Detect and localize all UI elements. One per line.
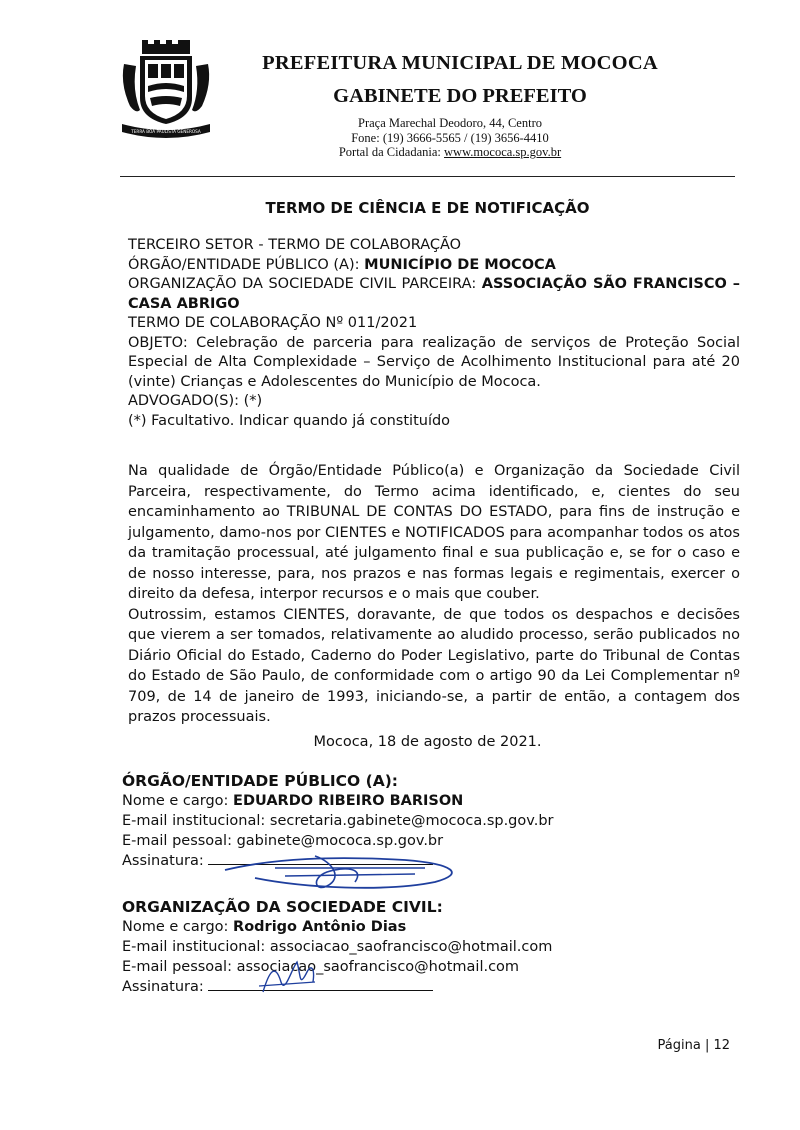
header-organization: PREFEITURA MUNICIPAL DE MOCOCA xyxy=(262,52,658,74)
body-paragraph-1: Na qualidade de Órgão/Entidade Público(a) e Organização da Sociedade Civil Parceira, respectivamente, do Termo acima identificado, e, cientes do seu encaminhamento ao TRIBUNAL DE CONTAS DO ESTADO, para fins de instrução e julgamento, damo-nos por CIENTES e NOTIFICADOS para acompanhar todos os atos da tramitação processual, até julgamento final e sua publicação e, se for o caso e de nosso interesse, para, nos prazos e nas formas legais e regimentais, exercer o direito da defesa, interpor recursos e o mais que couber. xyxy=(128,463,740,602)
document-metadata xyxy=(128,236,740,431)
osc-value: ASSOCIAÇÃO SÃO FRANCISCO – CASA ABRIGO xyxy=(128,276,741,312)
municipal-crest-logo xyxy=(118,40,214,140)
header-portal xyxy=(300,145,600,160)
signatory-name: Rodrigo Antônio Dias xyxy=(233,919,407,935)
objeto-text: OBJETO: Celebração de parceria para realização de serviços de Proteção Social Especial de Alta Complexidade – Serviço de Acolhimento Institucional para até 20 (vinte) Crianças e Adolescentes do Município de Mococa. xyxy=(128,334,740,390)
termo-number: TERMO DE COLABORAÇÃO Nº 011/2021 xyxy=(128,315,418,331)
signatory-email-institutional: E-mail institucional: associacao_saofrancisco@hotmail.com xyxy=(122,939,553,955)
orgao-line: ÓRGÃO/ENTIDADE PÚBLICO (A): MUNICÍPIO DE MOCOCA xyxy=(128,256,556,273)
signature-underline xyxy=(208,852,433,865)
body-paragraph-2: Outrossim, estamos CIENTES, doravante, de que todos os despachos e decisões que vierem a ser tomados, relativamente ao aludido processo, serão publicados no Diário Oficial do Estado, Caderno do Poder Legislativo, parte do Tribunal de Contas do Estado de São Paulo, de conformidade com o artigo 90 da Lei Complementar nº 709, de 14 de janeiro de 1993, iniciando-se, a partir de então, a contagem dos prazos processuais. xyxy=(128,606,740,725)
page-number: Página | 12 xyxy=(657,1038,730,1053)
signatory-signature-line: Assinatura: xyxy=(122,851,592,871)
portal-label: Portal da Cidadania: xyxy=(338,145,445,159)
advogados-line: ADVOGADO(S): (*) xyxy=(128,393,263,409)
portal-link[interactable]: www.mococa.sp.gov.br xyxy=(444,145,562,159)
header-contact xyxy=(300,116,600,160)
orgao-value: MUNICÍPIO DE MOCOCA xyxy=(364,256,556,273)
crest-motto: TERRA BOA PAULISTA GENEROSA xyxy=(131,129,201,134)
signatory-name-line: Nome e cargo: EDUARDO RIBEIRO BARISON xyxy=(122,793,464,809)
signature-underline xyxy=(208,978,433,991)
header-address: Praça Marechal Deodoro, 44, Centro xyxy=(358,116,542,130)
document-body xyxy=(128,461,740,728)
signatory-email-personal: E-mail pessoal: gabinete@mococa.sp.gov.br xyxy=(122,833,444,849)
header-office: GABINETE DO PREFEITO xyxy=(333,85,587,107)
facultativo-note: (*) Facultativo. Indicar quando já constituído xyxy=(128,412,451,429)
signatory-heading: ÓRGÃO/ENTIDADE PÚBLICO (A): xyxy=(122,772,398,790)
signatory-email-personal: E-mail pessoal: associacao_saofrancisco@hotmail.com xyxy=(122,959,520,975)
signatory-name: EDUARDO RIBEIRO BARISON xyxy=(233,793,464,809)
header-phone: Fone: (19) 3666-5565 / (19) 3656-4410 xyxy=(351,130,549,145)
signatory-orgao xyxy=(122,771,592,871)
sector-line: TERCEIRO SETOR - TERMO DE COLABORAÇÃO xyxy=(128,237,462,253)
signatory-signature-line: Assinatura: xyxy=(122,977,592,997)
signatory-osc xyxy=(122,897,592,997)
document-date: Mococa, 18 de agosto de 2021. xyxy=(313,734,542,750)
document-title: TERMO DE CIÊNCIA E DE NOTIFICAÇÃO xyxy=(265,199,590,217)
signatory-email-institutional: E-mail institucional: secretaria.gabinete@mococa.sp.gov.br xyxy=(122,813,554,829)
signatory-heading: ORGANIZAÇÃO DA SOCIEDADE CIVIL: xyxy=(122,898,443,916)
osc-line: ORGANIZAÇÃO DA SOCIEDADE CIVIL PARCEIRA: ASSOCIAÇÃO SÃO FRANCISCO – CASA ABRIGO xyxy=(128,276,741,312)
header-divider xyxy=(120,176,735,177)
signatory-name-line: Nome e cargo: Rodrigo Antônio Dias xyxy=(122,919,407,935)
